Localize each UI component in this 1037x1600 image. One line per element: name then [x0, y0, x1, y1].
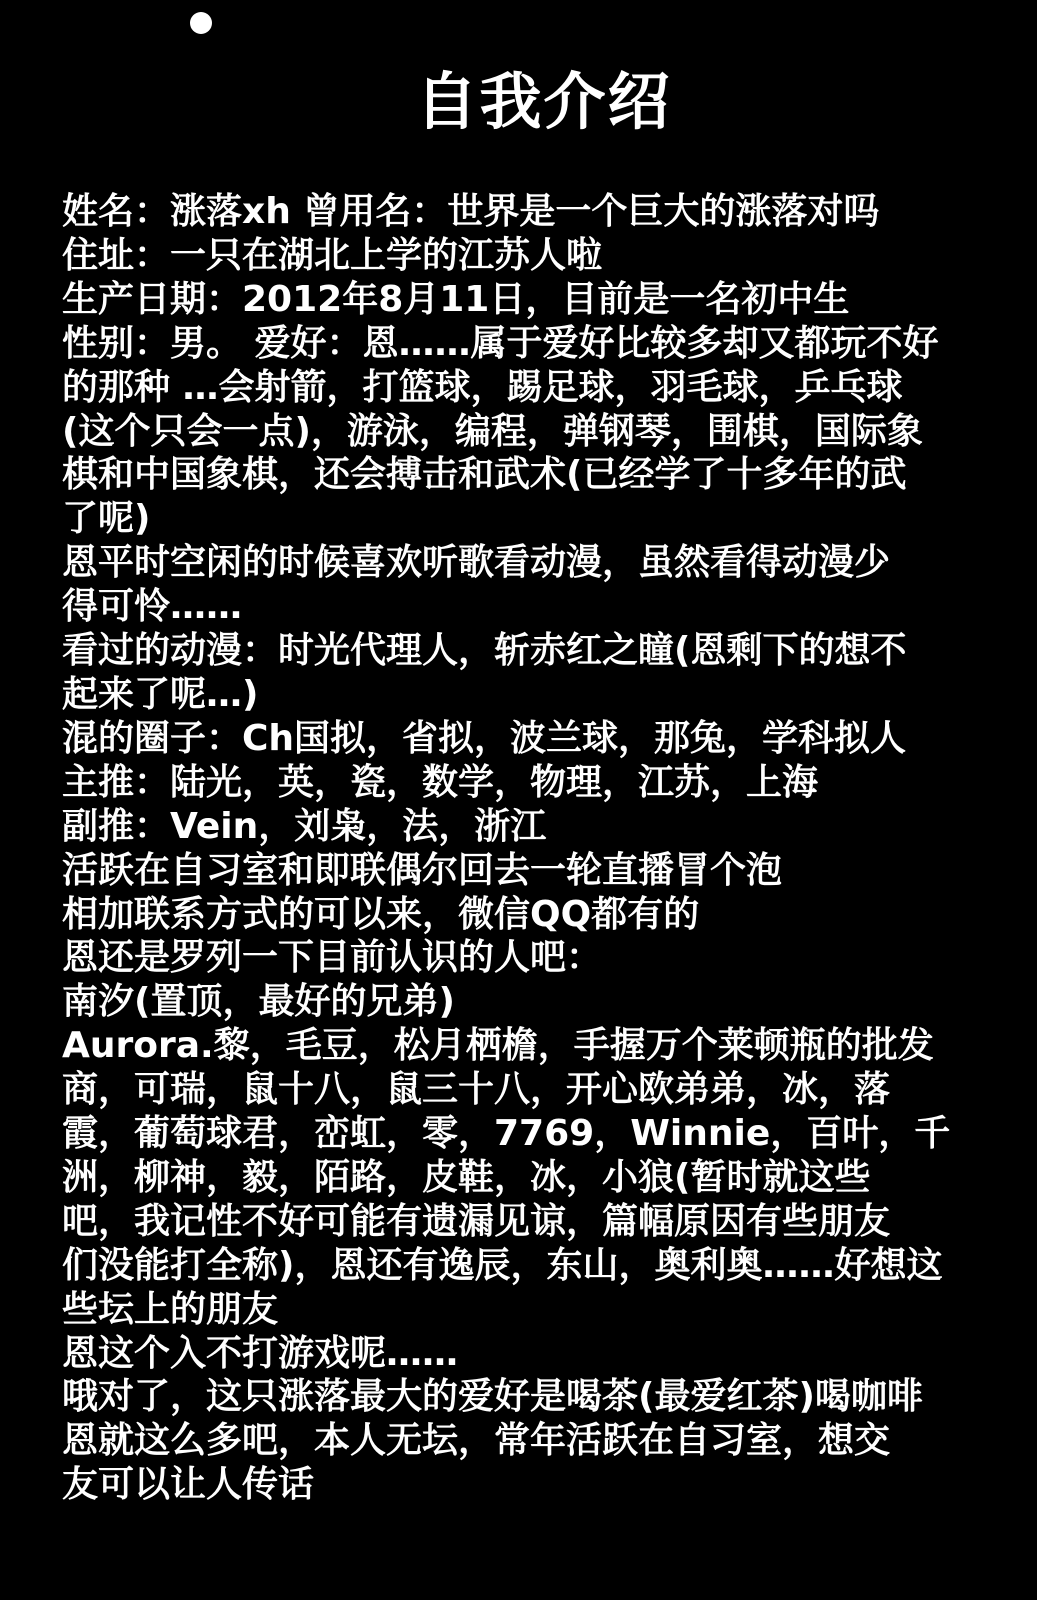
text-line: 性别：男。 爱好：恩……属于爱好比较多却又都玩不好 — [62, 322, 939, 364]
text-line: (这个只会一点)，游泳，编程，弹钢琴，围棋，国际象 — [62, 410, 923, 452]
text-line: 了呢) — [62, 498, 151, 540]
text-line: Aurora.黎，毛豆，松月栖檐，手握万个莱顿瓶的批发 — [62, 1025, 934, 1067]
text-line: 恩这个入不打游戏呢…… — [62, 1332, 459, 1374]
text-line: 混的圈子：Ch国拟，省拟，波兰球，那兔，学科拟人 — [62, 717, 907, 759]
text-line: 哦对了，这只涨落最大的爱好是喝茶(最爱红茶)喝咖啡 — [62, 1376, 923, 1418]
text-line: 商，可瑞，鼠十八，鼠三十八，开心欧弟弟，冰，落 — [62, 1069, 891, 1111]
text-line: 棋和中国象棋，还会搏击和武术(已经学了十多年的武 — [62, 454, 907, 496]
text-line: 南汐(置顶，最好的兄弟) — [62, 981, 455, 1023]
text-line: 得可怜…… — [62, 586, 243, 628]
text-line: 活跃在自习室和即联偶尔回去一轮直播冒个泡 — [62, 849, 783, 891]
text-line: 们没能打全称)，恩还有逸辰，东山，奥利奥……好想这 — [62, 1244, 943, 1286]
text-line: 住址：一只在湖北上学的江苏人啦 — [62, 234, 603, 276]
text-line: 些坛上的朋友 — [62, 1288, 279, 1330]
text-line: 吧，我记性不好可能有遗漏见谅，篇幅原因有些朋友 — [62, 1200, 891, 1242]
text-line: 恩就这么多吧，本人无坛，常年活跃在自习室，想交 — [62, 1420, 891, 1462]
text-line: 恩平时空闲的时候喜欢听歌看动漫，虽然看得动漫少 — [62, 542, 891, 584]
text-line: 副推：Vein，刘枭，法，浙江 — [62, 805, 547, 847]
text-line: 看过的动漫：时光代理人，斩赤红之瞳(恩剩下的想不 — [62, 630, 907, 672]
text-line: 起来了呢…) — [62, 673, 259, 715]
bullet-dot — [190, 12, 212, 34]
intro-text — [62, 190, 962, 1507]
text-line: 恩还是罗列一下目前认识的人吧： — [62, 937, 603, 979]
page-title: 自我介绍 — [415, 65, 672, 138]
text-line: 主推：陆光，英，瓷，数学，物理，江苏，上海 — [62, 761, 819, 803]
text-line: 生产日期：2012年8月11日，目前是一名初中生 — [62, 278, 850, 320]
text-line: 友可以让人传话 — [62, 1464, 315, 1506]
text-line: 相加联系方式的可以来，微信QQ都有的 — [62, 893, 700, 935]
text-line: 霞，葡萄球君，峦虹，零，7769，Winnie，百叶，千 — [62, 1113, 951, 1155]
text-line: 的那种 …会射箭，打篮球，踢足球，羽毛球，乒乓球 — [62, 366, 903, 408]
text-line: 姓名：涨落xh 曾用名：世界是一个巨大的涨落对吗 — [62, 191, 880, 232]
text-line: 洲，柳神，毅，陌路，皮鞋，冰，小狼(暂时就这些 — [62, 1156, 871, 1198]
